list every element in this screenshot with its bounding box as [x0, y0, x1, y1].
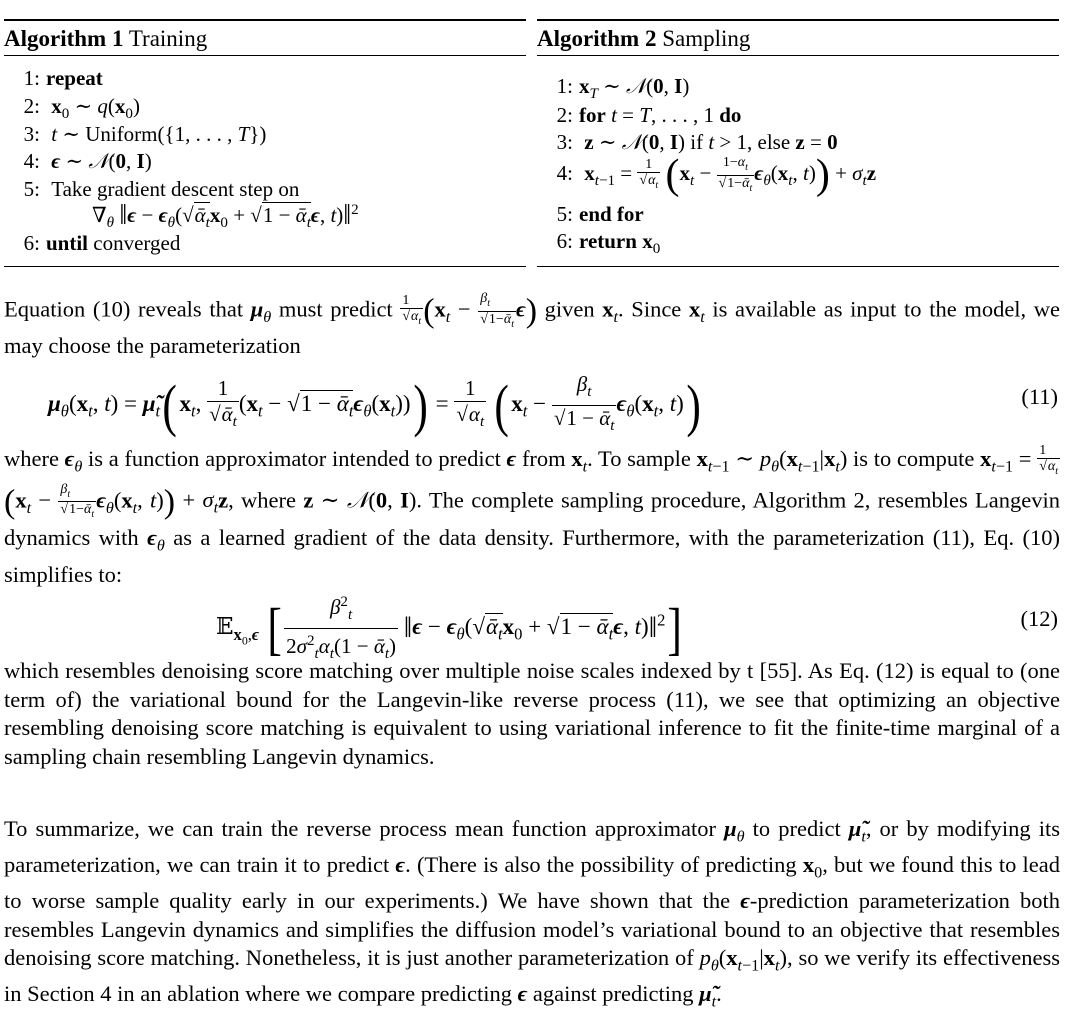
- alg2-step-1: 1: $x_T$ ∼ 𝒩(0, I): [556, 74, 690, 103]
- algorithm-2-box: [537, 19, 1059, 262]
- paragraph-3: which resembles denoising score matching over multiple noise scales indexed by t [55]. As Eq. (12) is equal to (one term of) the variational bound for the Langevin-like reverse process (11), we see that optimizing an objective resembling denoising score matching is equivalent to using variational inference to fit the finite-time marginal of a sampling chain resembling Langevin dynamics.: [4, 658, 1060, 769]
- paragraph-4: To summarize, we can train the reverse process mean function approximator $\mu_\theta$ to predict $\mũ_t$, or by modifying its parameterization, we can train it to predict ϵ. (There is also the possibility of predicting $x_0$, but we found this to lead to worse sample quality early in our experiments.) We have shown that the ϵ-prediction parameterization both resembles Langevin dynamics and simplifies the diffusion model’s variational bound to an objective that resembles denoising score matching. Nonetheless, it is just another parameterization of $p_\theta(x_{t-1}|x_t)$, so we verify its effectiveness in Section 4 in an ablation where we compare predicting ϵ against predicting $\mũ_t$.: [4, 816, 1061, 1011]
- algorithm-1-box: [4, 19, 526, 262]
- alg1-step-4: 4: ϵ ∼ 𝒩(0, I): [23, 149, 152, 173]
- alg2-step-4: 4: $x_{t-1}$ = $\frac{1}{√\alpha_t}$ ($x_t$ − $\frac{1-\alpha_t}{√1-ᾱ_t}$ $\epsilon_\theta(x_t$, $t)) + \sigma_tz$: [556, 152, 877, 198]
- equation-11-number: (11): [1021, 384, 1058, 409]
- paragraph-1: Equation (10) reveals that $\mu_\theta$ must predict $\frac{1}{√\alpha_t}$ ($x_t$ − $\frac{\beta_t}{√1-ᾱ_t}$ ϵ) given $x_t$. Since $x_t$ is available as input to the model, we may choose the parameterization: [4, 291, 1061, 358]
- alg2-step-6: 6: return $x_0$: [556, 229, 661, 258]
- algorithm-1-title: Training: [128, 26, 208, 51]
- algorithm-2-header: [537, 21, 1059, 56]
- alg2-step-3: 3: z ∼ 𝒩(0, I) if t > 1, else z = 0: [556, 130, 838, 154]
- algorithm-2-label: Algorithm 2: [537, 26, 657, 51]
- paragraph-2: where $\epsilon_\theta$ is a function approximator intended to predict ϵ from $x_t$. To sample $x_{t-1}$ ∼ $p_\theta(x_{t-1}|x_t)$ is to compute $x_{t-1}$ = $\frac{1}{√\alpha_t}$ ($x_t$ − $\frac{\beta_t}{√1-ᾱ_t}$ $\epsilon_\theta(x_t$, $t)) + \sigma_tz$, where z ∼ 𝒩(0, I). The complete sampling procedure, Algorithm 2, resembles Langevin dynamics with $\epsilon_\theta$ as a learned gradient of the data density. Furthermore, with the parameterization (11), Eq. (10) simplifies to:: [4, 443, 1061, 588]
- equation-12: 𝔼$_{x_0,\epsilon}$ [ $\frac{\beta^2_t}{2\sigma^2_t\alpha_t(1 - ᾱ_t)}$ ‖ϵ − $\epsilon_\theta(√ᾱ_tx_0 + √1$ − ᾱ$_t$ϵ, t)‖$^2$] (12): [0, 588, 1060, 654]
- algorithm-2-title: Sampling: [662, 26, 751, 51]
- alg1-step-5-gradient: $\nabla_\theta$ ‖ϵ − $\epsilon_\theta(√ᾱ_tx_0 + √1$ − ᾱ$_t$ϵ, t)‖$^2$: [92, 200, 359, 232]
- equation-12-number: (12): [1020, 606, 1058, 631]
- alg1-step-2: 2: $x_0$ ∼ $q(x_0)$: [23, 94, 140, 123]
- equation-11: $\mu_\theta(x_t$, $t) = \mũ_t$( $x_t$, $\frac{1}{√ᾱ_t}$ ($x_t - √1$ − $ᾱ_t\epsilon_\theta(x_t)$)) = $\frac{1}{√\alpha_t}$ ( $x_t$ − $\frac{\beta_t}{√1 - ᾱ_t}$ $\epsilon_\theta(x_t$, t)) (11): [48, 372, 1058, 438]
- alg2-step-5: 5: end for: [556, 202, 644, 226]
- alg2-step-2: 2: for t = T, . . . , 1 do: [556, 103, 742, 127]
- algorithm-1-label: Algorithm 1: [4, 26, 124, 51]
- alg1-step-6: 6: until converged: [23, 231, 181, 255]
- alg1-step-3: 3: t ∼ Uniform({1, . . . , T}): [23, 122, 267, 146]
- alg1-step-5: 5: Take gradient descent step on: [23, 177, 300, 201]
- alg1-step-1: 1: repeat: [23, 66, 103, 90]
- algorithm-1-header: [4, 21, 526, 56]
